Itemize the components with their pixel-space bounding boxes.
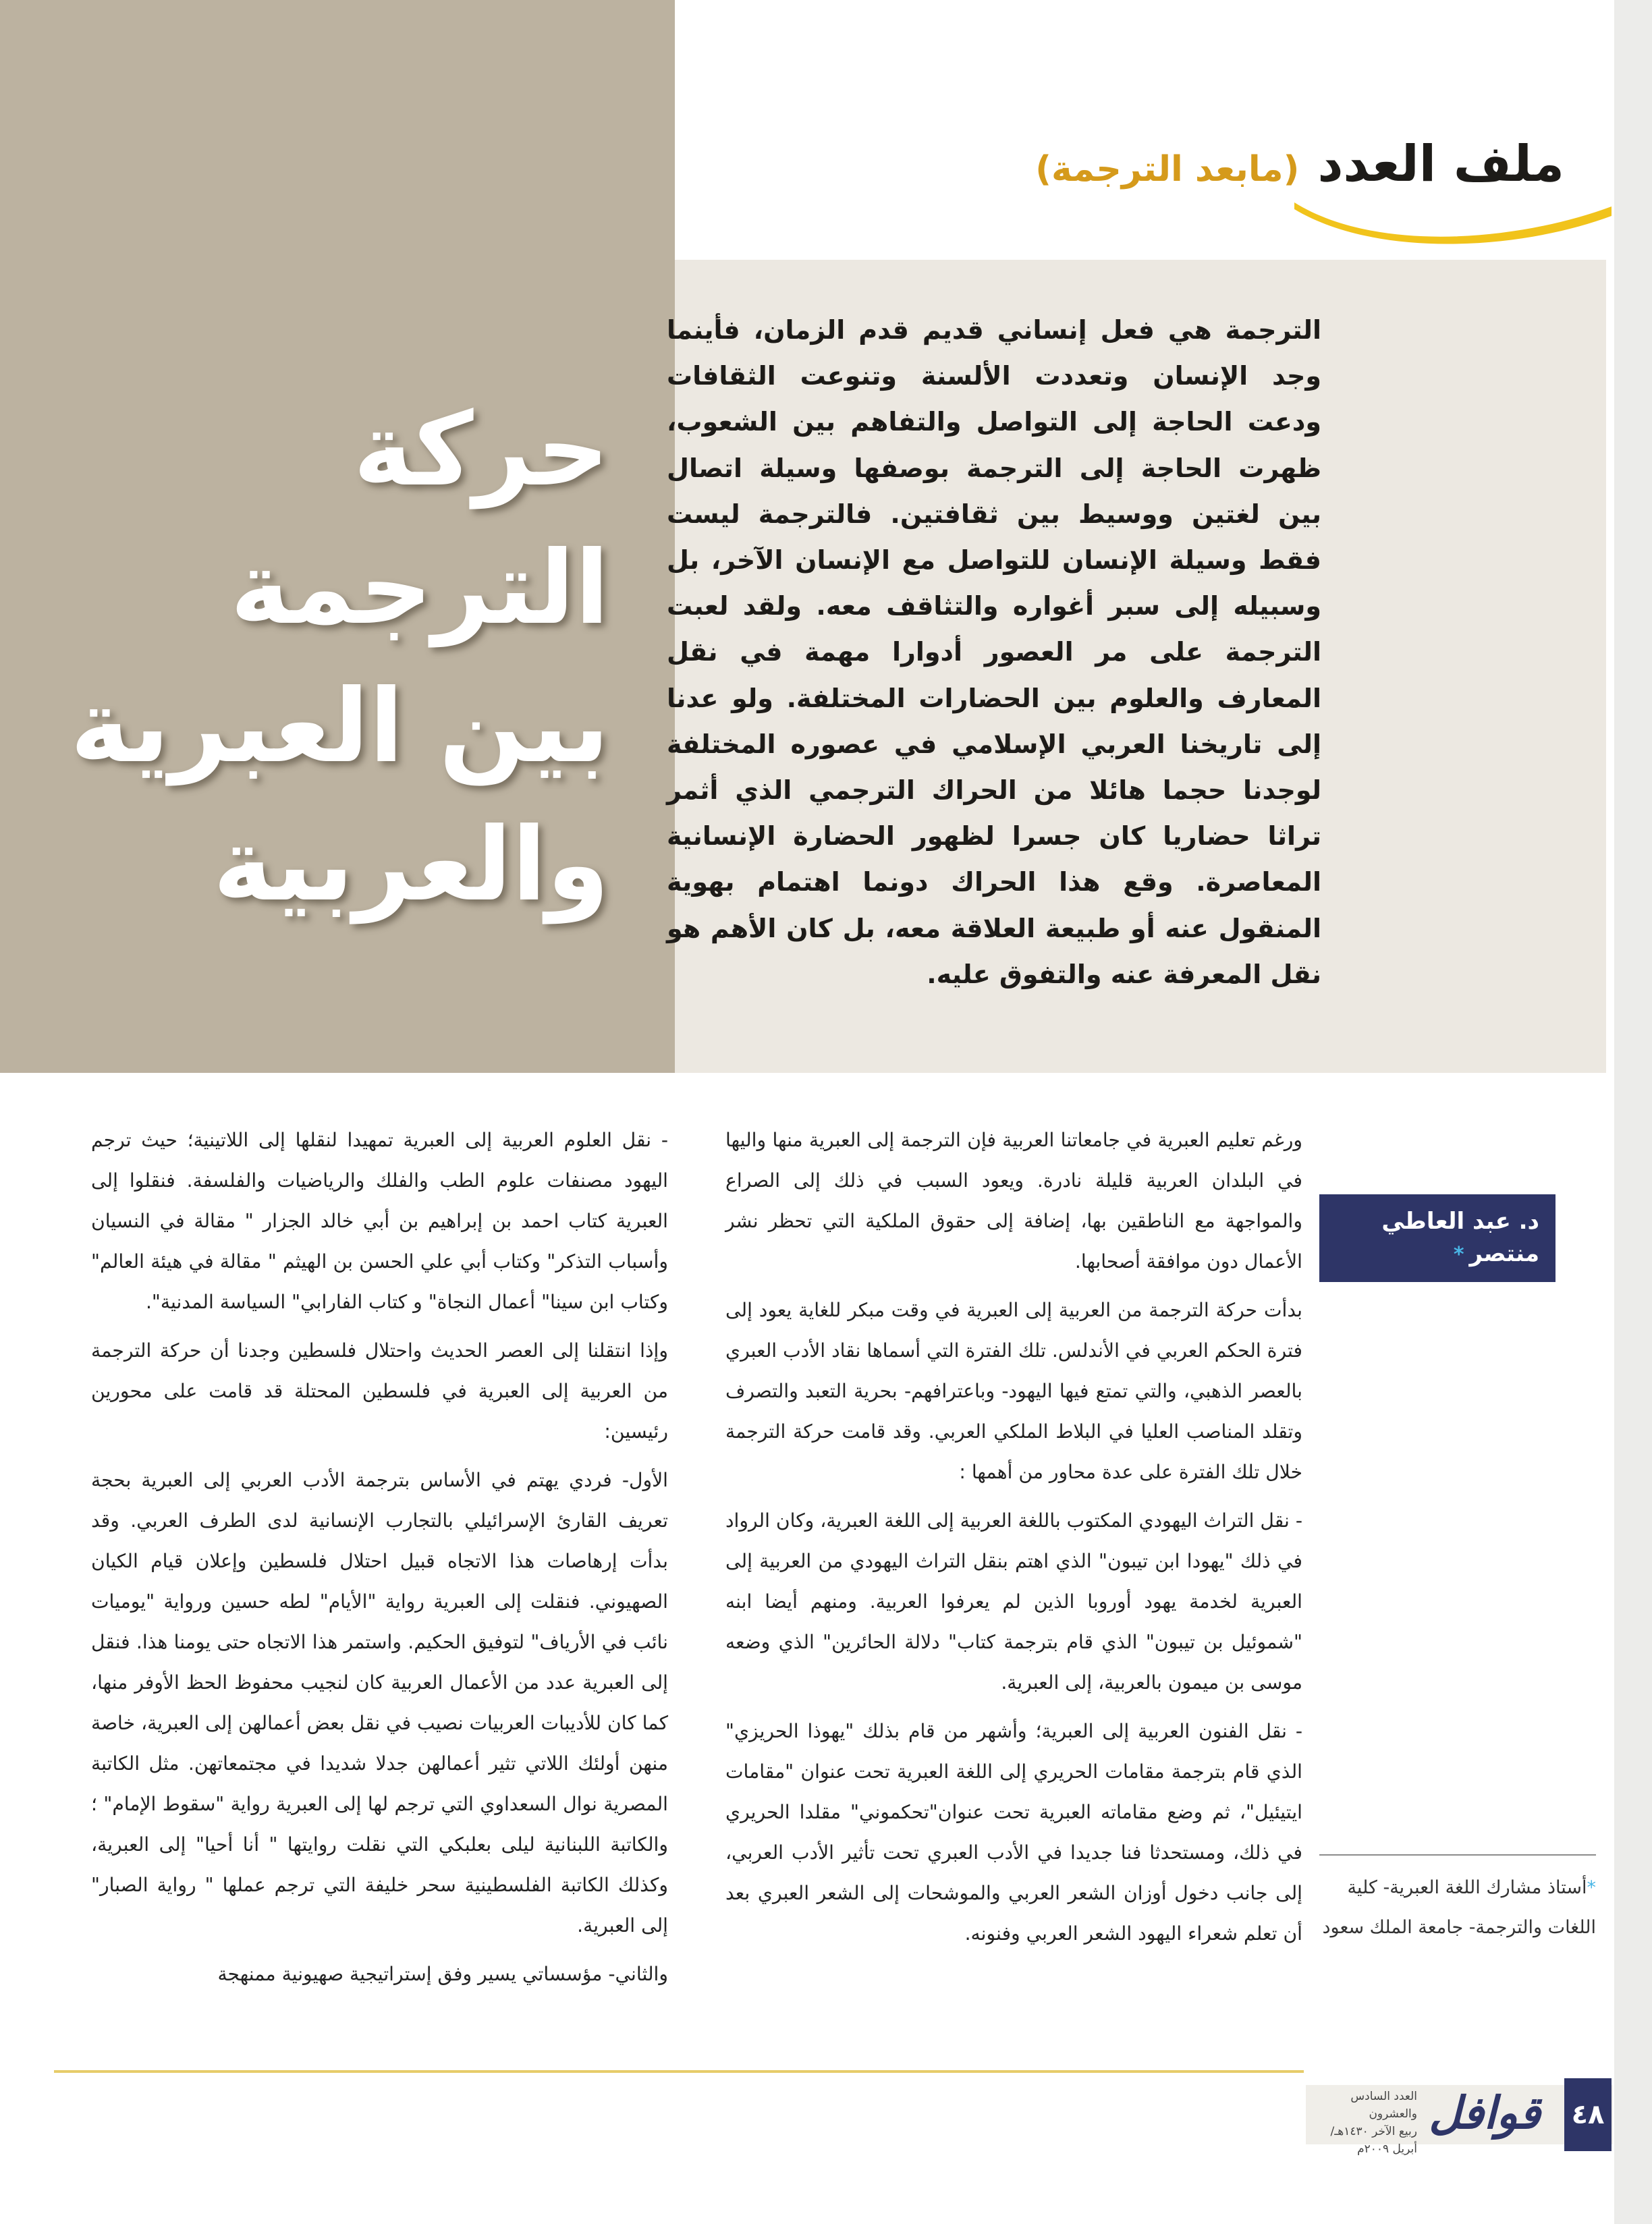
footer-divider <box>54 2070 1304 2073</box>
author-box <box>1319 1194 1555 1282</box>
article-title-line: بين العبرية <box>70 668 609 785</box>
issue-date: ربيع الآخر ١٤٣٠هـ/ أبريل ٢٠٠٩م <box>1330 2125 1417 2156</box>
article-title-line: الترجمة <box>230 530 609 647</box>
issue-number: العدد السادس والعشرون <box>1350 2090 1417 2121</box>
page-number: ٤٨ <box>1564 2078 1612 2151</box>
author-name: د. عبد العاطي <box>1381 1208 1539 1235</box>
body-paragraph: وإذا انتقلنا إلى العصر الحديث واحتلال فلسطين وجدنا أن حركة الترجمة من العربية إلى العبرية في فلسطين المحتلة قد قامت على محورين رئيسين: <box>91 1339 668 1443</box>
footnote-marker-icon: * <box>1453 1243 1464 1267</box>
section-header <box>1035 135 1564 193</box>
footnote <box>1319 1868 1596 1947</box>
body-paragraph: والثاني- مؤسساتي يسير وفق إستراتيجية صهيونية ممنهجة <box>217 1963 668 1985</box>
section-title: ملف العدد <box>1317 135 1564 193</box>
article-title-line: والعربية <box>213 806 609 924</box>
body-paragraph: - نقل العلوم العربية إلى العبرية تمهيدا لنقلها إلى اللاتينية؛ حيث ترجم اليهود مصنفات علوم الطب والفلك والرياضيات والفلسفة. فنقلوا إلى العبرية كتاب احمد بن إبراهيم بن أبي خالد الجزار " مقالة في النسيان وأسباب التذكر" وكتاب أبي علي الحسن بن الهيثم " مقالة في هيئة العالم" وكتاب ابن سينا" أعمال النجاة" و كتاب الفارابي" السياسة المدنية". <box>91 1129 668 1313</box>
scan-edge <box>1614 0 1652 2224</box>
body-column-left <box>91 1120 668 2003</box>
footnote-star-icon: * <box>1587 1877 1596 1898</box>
footnote-divider <box>1319 1854 1596 1856</box>
intro-paragraph: الترجمة هي فعل إنساني قديم قدم الزمان، فأينما وجد الإنسان وتعددت الألسنة وتنوعت الثقافات ودعت الحاجة إلى التواصل والتفاهم بين الشعوب، ظهرت الحاجة إلى الترجمة بوصفها وسيلة اتصال بين لغتين ووسيط بين ثقافتين. فالترجمة ليست فقط وسيلة الإنسان للتواصل مع الإنسان الآخر، بل وسبيله إلى سبر أغواره والتثاقف معه. ولقد لعبت الترجمة على مر العصور أدوارا مهمة في نقل المعارف والعلوم بين الحضارات المختلفة. ولو عدنا إلى تاريخنا العربي الإسلامي في عصوره المختلفة لوجدنا حجما هائلا من الحراك الترجمي الذي أثمر تراثا حضاريا كان جسرا لظهور الحضارة الإنسانية المعاصرة. وقع هذا الحراك دونما اهتمام بهوية المنقول عنه أو طبيعة العلاقة معه، بل كان الأهم هو نقل المعرفة عنه والتفوق عليه. <box>667 315 1321 989</box>
article-title <box>2 381 609 935</box>
footnote-text: أستاذ مشارك اللغة العبرية- كلية اللغات والترجمة- جامعة الملك سعود <box>1322 1877 1596 1938</box>
body-paragraph: - نقل الفنون العربية إلى العبرية؛ وأشهر من قام بذلك "يهوذا الحريزي" الذي قام بترجمة مقامات الحريري إلى اللغة العبرية تحت عنوان "مقامات ايتيئيل"، ثم وضع مقاماته العبرية تحت عنوان"تحكموني" مقلدا الحريري في ذلك، ومستحدثا فنا جديدا في الأدب العبري تحت تأثير الأدب العربي، إلى جانب دخول أوزان الشعر العربي والموشحات إلى الشعر العبري بعد أن تعلم شعراء اليهود الشعر العربي وفنونه. <box>725 1720 1302 1945</box>
body-paragraph: بدأت حركة الترجمة من العربية إلى العبرية في وقت مبكر للغاية يعود إلى فترة الحكم العربي في الأندلس. تلك الفترة التي أسماها نقاد الأدب العبري بالعصر الذهبي، والتي تمتع فيها اليهود- وباعترافهم- بحرية التعبد والتصرف وتقلد المناصب العليا في البلاط الملكي العربي. وقد قامت حركة الترجمة خلال تلك الفترة على عدة محاور من أهمها : <box>725 1299 1302 1483</box>
issue-info <box>1316 2088 1417 2158</box>
header-swoosh-decoration <box>1294 189 1612 250</box>
article-title-line: حركة <box>353 391 609 509</box>
section-topic: (مابعد الترجمة) <box>1035 149 1300 190</box>
body-paragraph: - نقل التراث اليهودي المكتوب باللغة العربية إلى اللغة العبرية، وكان الرواد في ذلك "يهودا ابن تيبون" الذي اهتم بنقل التراث اليهودي من العربية إلى العبرية لخدمة يهود أوروبا الذين لم يعرفوا العربية. ومنهم أيضا ابنه "شموئيل بن تيبون" الذي قام بترجمة كتاب" دلالة الحائرين" الذي وضعه موسى بن ميمون بالعربية، إلى العبرية. <box>725 1509 1302 1694</box>
author-surname: منتصر <box>1469 1240 1539 1267</box>
body-column-right <box>725 1120 1302 1962</box>
body-paragraph: الأول- فردي يهتم في الأساس بترجمة الأدب العربي إلى العبرية بحجة تعريف القارئ الإسرائيلي بالتجارب الإنسانية لدى الطرف العربي. وقد بدأت إرهاصات هذا الاتجاه قبيل احتلال فلسطين وإعلان قيام الكيان الصهيوني. فنقلت إلى العبرية رواية "الأيام" لطه حسين ورواية "يوميات نائب في الأرياف" لتوفيق الحكيم. واستمر هذا الاتجاه حتى يومنا هذا. فنقل إلى العبرية عدد من الأعمال العربية كان لنجيب محفوظ الحظ الأوفر منها، كما كان للأديبات العربيات نصيب في نقل بعض أعمالهن إلى العبرية، خاصة منهن أولئك اللاتي تثير أعمالهن جدلا شديدا في مجتمعاتهن. مثل الكاتبة المصرية نوال السعداوي التي ترجم لها إلى العبرية رواية "سقوط الإمام" ؛ والكاتبة اللبنانية ليلى بعلبكي التي نقلت روايتها " أنا أحيا" إلى العبرية، وكذلك الكاتبة الفلسطينية سحر خليفة التي ترجم عملها " رواية الصبار" إلى العبرية. <box>91 1469 668 1937</box>
body-paragraph: ورغم تعليم العبرية في جامعاتنا العربية فإن الترجمة إلى العبرية منها واليها في البلدان العربية قليلة نادرة. ويعود السبب في ذلك إلى الصراع والمواجهة مع الناطقين بها، إضافة إلى حقوق الملكية التي تحظر نشر الأعمال دون موافقة أصحابها. <box>725 1129 1302 1273</box>
magazine-logo: قوافل <box>1429 2087 1541 2139</box>
